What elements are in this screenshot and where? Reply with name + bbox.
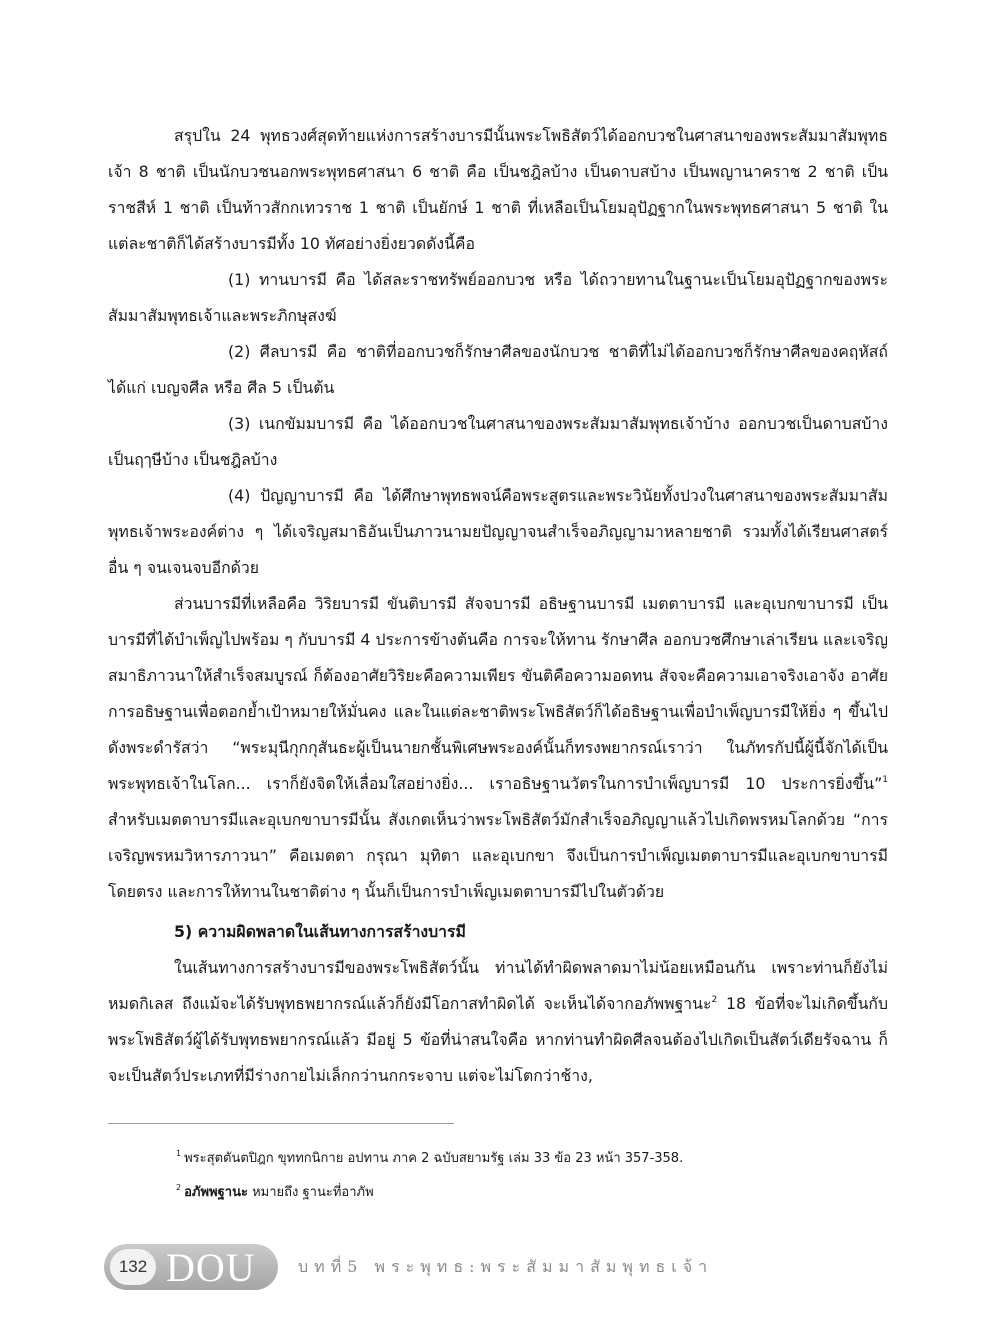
paragraph-summary: สรุปใน 24 พุทธวงศ์สุดท้ายแห่งการสร้างบารมีนั้นพระโพธิสัตว์ได้ออกบวชในศาสนาของพระสัมมาสัมพุทธเจ้า 8 ชาติ เป็นนักบวชนอกพระพุทธศาสนา 6 ชาติ คือ เป็นชฎิลบ้าง เป็นดาบสบ้าง เป็นพญานาคราช 2 ชาติ เป็นราชสีห์ 1 ชาติ เป็นท้าวสักกเทวราช 1 ชาติ เป็นยักษ์ 1 ชาติ ที่เหลือเป็นโยมอุปัฏฐากในพระพุทธศาสนา 5 ชาติ ในแต่ละชาติก็ได้สร้างบารมีทั้ง 10 ทัศอย่างยิ่งยวดดังนี้คือ (108, 126, 888, 253)
brand-logo: DOU (166, 1245, 256, 1290)
chapter-title: บทที่5 พระพุทธ:พระสัมมาสัมพุทธเจ้า (298, 1256, 714, 1276)
paragraph-remaining-parami-part1: ส่วนบารมีที่เหลือคือ วิริยบารมี ขันติบารมี สัจจบารมี อธิษฐานบารมี เมตตาบารมี และอุเบกขาบารมี เป็นบารมีที่ได้บำเพ็ญไปพร้อม ๆ กับบารมี 4 ประการข้างต้นคือ การจะให้ทาน รักษาศีล ออกบวชศึกษาเล่าเรียน และเจริญสมาธิภาวนาให้สำเร็จสมบูรณ์ ก็ต้องอาศัยวิริยะคือความเพียร ขันติคือความอดทน สัจจะคือความเอาจริงเอาจัง อาศัยการอธิษฐานเพื่อตอกย้ำเป้าหมายให้มั่นคง และในแต่ละชาติพระโพธิสัตว์ก็ได้อธิษฐานเพื่อบำเพ็ญบารมีให้ยิ่ง ๆ ขึ้นไปดังพระดำรัสว่า “พระมุนีกุกกุสันธะผู้เป็นนายกชั้นพิเศษพระองค์นั้นก็ทรงพยากรณ์เราว่า ในภัทรกัปนี้ผู้นี้จักได้เป็นพระพุทธเจ้าในโลก... เราก็ยังจิตให้เลื่อมใสอย่างยิ่ง... เราอธิษฐานวัตรในการบำเพ็ญบารมี 10 ประการยิ่งขึ้น” (108, 594, 888, 793)
footnote-divider (108, 1123, 454, 1124)
paragraph-mistakes-part2: 18 ข้อที่จะไม่เกิดขึ้นกับพระโพธิสัตว์ผู้ได้รับพุทธพยากรณ์แล้ว มีอยู่ 5 ข้อที่น่าสนใจคือ หากท่านทำผิดศีลจนต้องไปเกิดเป็นสัตว์เดียรัจฉาน ก็จะเป็นสัตว์ประเภทที่มีร่างกายไม่เล็กกว่านกกระจาบ แต่จะไม่โตกว่าช้าง, (108, 994, 888, 1085)
footnotes (176, 1142, 896, 1210)
list-item-panna-parami: (4) ปัญญาบารมี คือ ได้ศึกษาพุทธพจน์คือพระสูตรและพระวินัยทั้งปวงในศาสนาของพระสัมมาสัมพุทธเจ้าพระองค์ต่าง ๆ ได้เจริญสมาธิอันเป็นภาวนามยปัญญาจนสำเร็จอภิญญามาหลายชาติ รวมทั้งได้เรียนศาสตร์อื่น ๆ จนเจนจบอีกด้วย (108, 486, 888, 577)
footnote-ref-1[interactable]: 1 (882, 775, 888, 785)
page-body (108, 118, 888, 1094)
list-item-dana-parami: (1) ทานบารมี คือ ได้สละราชทรัพย์ออกบวช หรือ ได้ถวายทานในฐานะเป็นโยมอุปัฏฐากของพระสัมมาสัมพุทธเจ้าและพระภิกษุสงฆ์ (108, 270, 888, 325)
footnote-1 (176, 1142, 896, 1176)
footnote-2-mark: 2 (176, 1183, 182, 1192)
section-heading: 5) ความผิดพลาดในเส้นทางการสร้างบารมี (174, 922, 466, 941)
paragraph-mistakes-part1: ในเส้นทางการสร้างบารมีของพระโพธิสัตว์นั้น ท่านได้ทำผิดพลาดมาไม่น้อยเหมือนกัน เพราะท่านก็ยังไม่หมดกิเลส ถึงแม้จะได้รับพุทธพยากรณ์แล้วก็ยังมีโอกาสทำผิดได้ จะเห็นได้จากอภัพพฐานะ (108, 958, 888, 1013)
footnote-2 (176, 1176, 896, 1210)
page-badge (104, 1244, 278, 1290)
list-item-nekkhamma-parami: (3) เนกขัมมบารมี คือ ได้ออกบวชในศาสนาของพระสัมมาสัมพุทธเจ้าบ้าง ออกบวชเป็นดาบสบ้าง เป็นฤๅษีบ้าง เป็นชฎิลบ้าง (108, 414, 888, 469)
paragraph-mistakes (108, 950, 888, 1094)
paragraph-remaining-parami (108, 586, 888, 910)
footnote-1-text: พระสุตตันตปิฎก ขุททกนิกาย อปทาน ภาค 2 ฉบับสยามรัฐ เล่ม 33 ข้อ 23 หน้า 357-358. (184, 1151, 684, 1166)
footnote-ref-2[interactable]: 2 (711, 995, 718, 1005)
footnote-1-mark: 1 (176, 1149, 182, 1158)
list-item-sila-parami: (2) ศีลบารมี คือ ชาติที่ออกบวชก็รักษาศีลของนักบวช ชาติที่ไม่ได้ออกบวชก็รักษาศีลของคฤหัสถ์ ได้แก่ เบญจศีล หรือ ศีล 5 เป็นต้น (108, 342, 888, 397)
paragraph-remaining-parami-part2: สำหรับเมตตาบารมีและอุเบกขาบารมีนั้น สังเกตเห็นว่าพระโพธิสัตว์มักสำเร็จอภิญญาแล้วไปเกิดพรหมโลกด้วย “การเจริญพรหมวิหารภาวนา” คือเมตตา กรุณา มุทิตา และอุเบกขา จึงเป็นการบำเพ็ญเมตตาบารมีและอุเบกขาบารมีโดยตรง และการให้ทานในชาติต่าง ๆ นั้นก็เป็นการบำเพ็ญเมตตาบารมีไปในตัวด้วย (108, 810, 888, 901)
page-footer (104, 1244, 904, 1290)
footnote-2-text: หมายถึง ฐานะที่อาภัพ (247, 1185, 374, 1200)
page-number: 132 (110, 1249, 156, 1285)
footnote-2-term: อภัพพฐานะ (184, 1185, 248, 1200)
